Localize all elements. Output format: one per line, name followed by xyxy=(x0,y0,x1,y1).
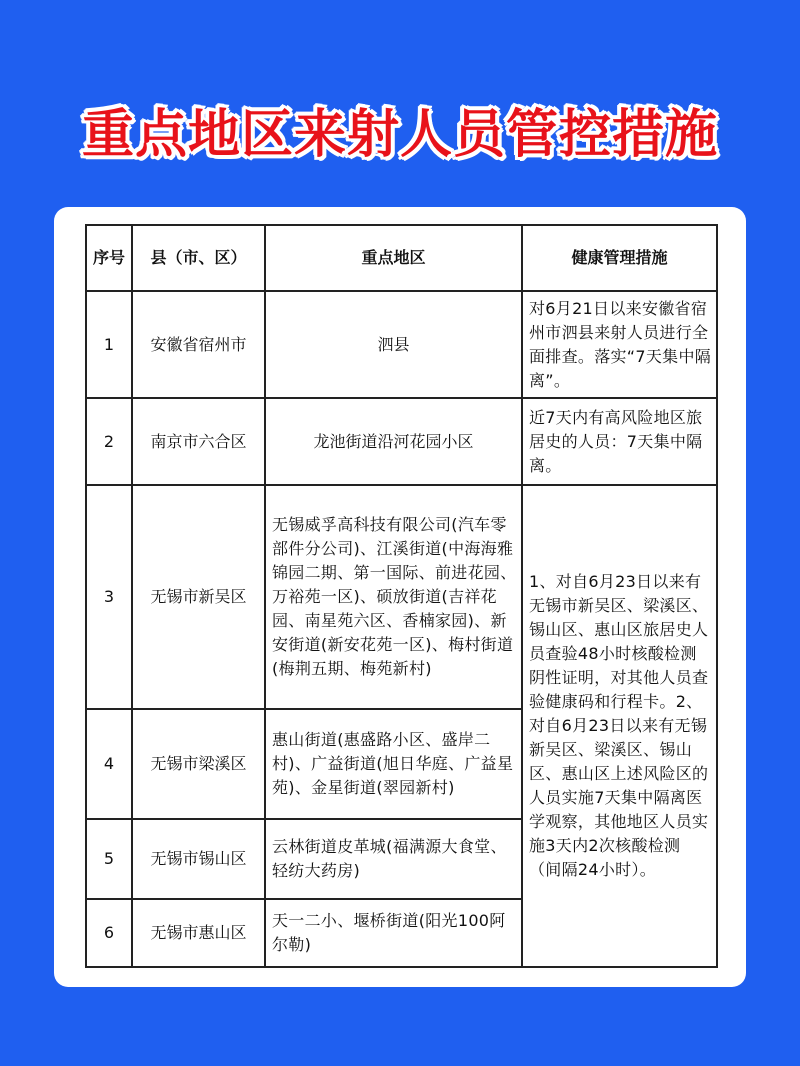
row-no: 4 xyxy=(86,709,132,819)
header-key-area: 重点地区 xyxy=(265,225,522,291)
row-area: 天一二小、堰桥街道(阳光100阿尔勒) xyxy=(265,899,522,967)
table-row xyxy=(86,398,717,485)
table-header-row xyxy=(86,225,717,291)
table-row xyxy=(86,291,717,398)
row-measure: 对6月21日以来安徽省宿州市泗县来射人员进行全面排查。落实“7天集中隔离”。 xyxy=(522,291,717,398)
table-row xyxy=(86,485,717,709)
row-no: 3 xyxy=(86,485,132,709)
row-no: 2 xyxy=(86,398,132,485)
row-no: 6 xyxy=(86,899,132,967)
control-measures-table xyxy=(85,224,718,968)
row-county: 无锡市惠山区 xyxy=(132,899,265,967)
row-measure: 近7天内有高风险地区旅居史的人员：7天集中隔离。 xyxy=(522,398,717,485)
row-no: 1 xyxy=(86,291,132,398)
merged-measure: 1、对自6月23日以来有无锡市新吴区、梁溪区、锡山区、惠山区旅居史人员查验48小时核酸检测阴性证明，对其他人员查验健康码和行程卡。2、对自6月23日以来有无锡新吴区、梁溪区、锡山区、惠山区上述风险区的人员实施7天集中隔离医学观察，其他地区人员实施3天内2次核酸检测（间隔24小时）。 xyxy=(522,485,717,967)
row-county: 无锡市锡山区 xyxy=(132,819,265,899)
header-no: 序号 xyxy=(86,225,132,291)
row-area: 无锡威孚高科技有限公司(汽车零部件分公司)、江溪街道(中海海雅锦园二期、第一国际、前进花园、万裕苑一区)、硕放街道(吉祥花园、南星苑六区、香楠家园)、新安街道(新安花苑一区)、梅村街道(梅荆五期、梅苑新村) xyxy=(265,485,522,709)
row-county: 安徽省宿州市 xyxy=(132,291,265,398)
row-area: 龙池街道沿河花园小区 xyxy=(265,398,522,485)
row-area: 泗县 xyxy=(265,291,522,398)
row-no: 5 xyxy=(86,819,132,899)
row-county: 无锡市新吴区 xyxy=(132,485,265,709)
header-county: 县（市、区） xyxy=(132,225,265,291)
row-area: 云林街道皮革城(福满源大食堂、轻纺大药房) xyxy=(265,819,522,899)
page-title: 重点地区来射人员管控措施 xyxy=(81,105,718,165)
header-health-measure: 健康管理措施 xyxy=(522,225,717,291)
row-area: 惠山街道(惠盛路小区、盛岸二村)、广益街道(旭日华庭、广益星苑)、金星街道(翠园新村) xyxy=(265,709,522,819)
row-county: 南京市六合区 xyxy=(132,398,265,485)
content-card xyxy=(54,207,746,987)
row-county: 无锡市梁溪区 xyxy=(132,709,265,819)
